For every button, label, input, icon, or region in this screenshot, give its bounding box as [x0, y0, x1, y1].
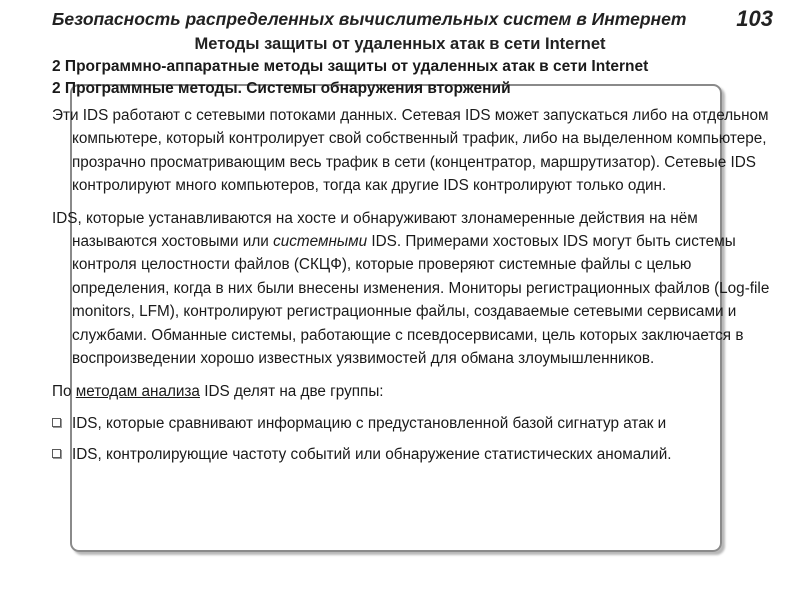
analysis-groups-list: [52, 412, 778, 467]
header-title: Безопасность распределенных вычислительных систем в Интернет: [52, 9, 687, 29]
analysis-groups-intro: [52, 380, 778, 403]
square-bullet-icon: [52, 418, 61, 427]
paragraph-host-ids: [52, 207, 778, 371]
list-item-anomaly-ids: [52, 443, 778, 466]
groups-suffix: IDS делят на две группы:: [199, 383, 384, 401]
section-heading-ids: 2 Программные методы. Системы обнаружения вторжений: [52, 80, 511, 97]
section-heading-methods: 2 Программно-аппаратные методы защиты от удаленных атак в сети Internet: [52, 58, 649, 75]
list-item-text: IDS, контролирующие частоту событий или обнаружение статистических аномалий.: [72, 446, 672, 464]
page-subtitle: Методы защиты от удаленных атак в сети Internet: [194, 35, 606, 53]
host-ids-italic-term: системными: [273, 233, 368, 251]
body-content: [52, 104, 778, 475]
host-ids-text-start: IDS, которые устанавливаются на хосте и обнаруживают злонамеренные действия на нём называются хостовыми или: [52, 209, 698, 251]
paragraph-network-ids: Эти IDS работают с сетевыми потоками данных. Сетевая IDS может запускаться либо на отдельном компьютере, который контролирует свой собственный трафик, либо на выделенном компьютере, прозрачно просматривающим весь трафик в сети (концентратор, маршрутизатор). Сетевые IDS контролируют много компьютеров, тогда как другие IDS контролируют только один.: [52, 107, 769, 195]
list-item-text: IDS, которые сравнивают информацию с предустановленной базой сигнатур атак и: [72, 414, 667, 432]
groups-prefix: По: [52, 383, 76, 401]
list-item-signature-ids: [52, 412, 778, 435]
square-bullet-icon: [52, 449, 61, 458]
host-ids-text-end: IDS. Примерами хостовых IDS могут быть системы контроля целостности файлов (СКЦФ), которые проверяют системные файлы с целью определения, когда в них были внесены изменения. Мониторы регистрационных файлов (Log-file monitors, LFM), контролируют регистрационные файлы, создаваемые сетевыми сервисами и службами. Обманные системы, работающие с псевдосервисами, цель которых заключается в воспроизведении хорошо известных уязвимостей для обмана злоумышленников.: [72, 233, 770, 368]
analysis-methods-link[interactable]: методам анализа: [75, 383, 200, 401]
page-number: 103: [736, 6, 773, 31]
